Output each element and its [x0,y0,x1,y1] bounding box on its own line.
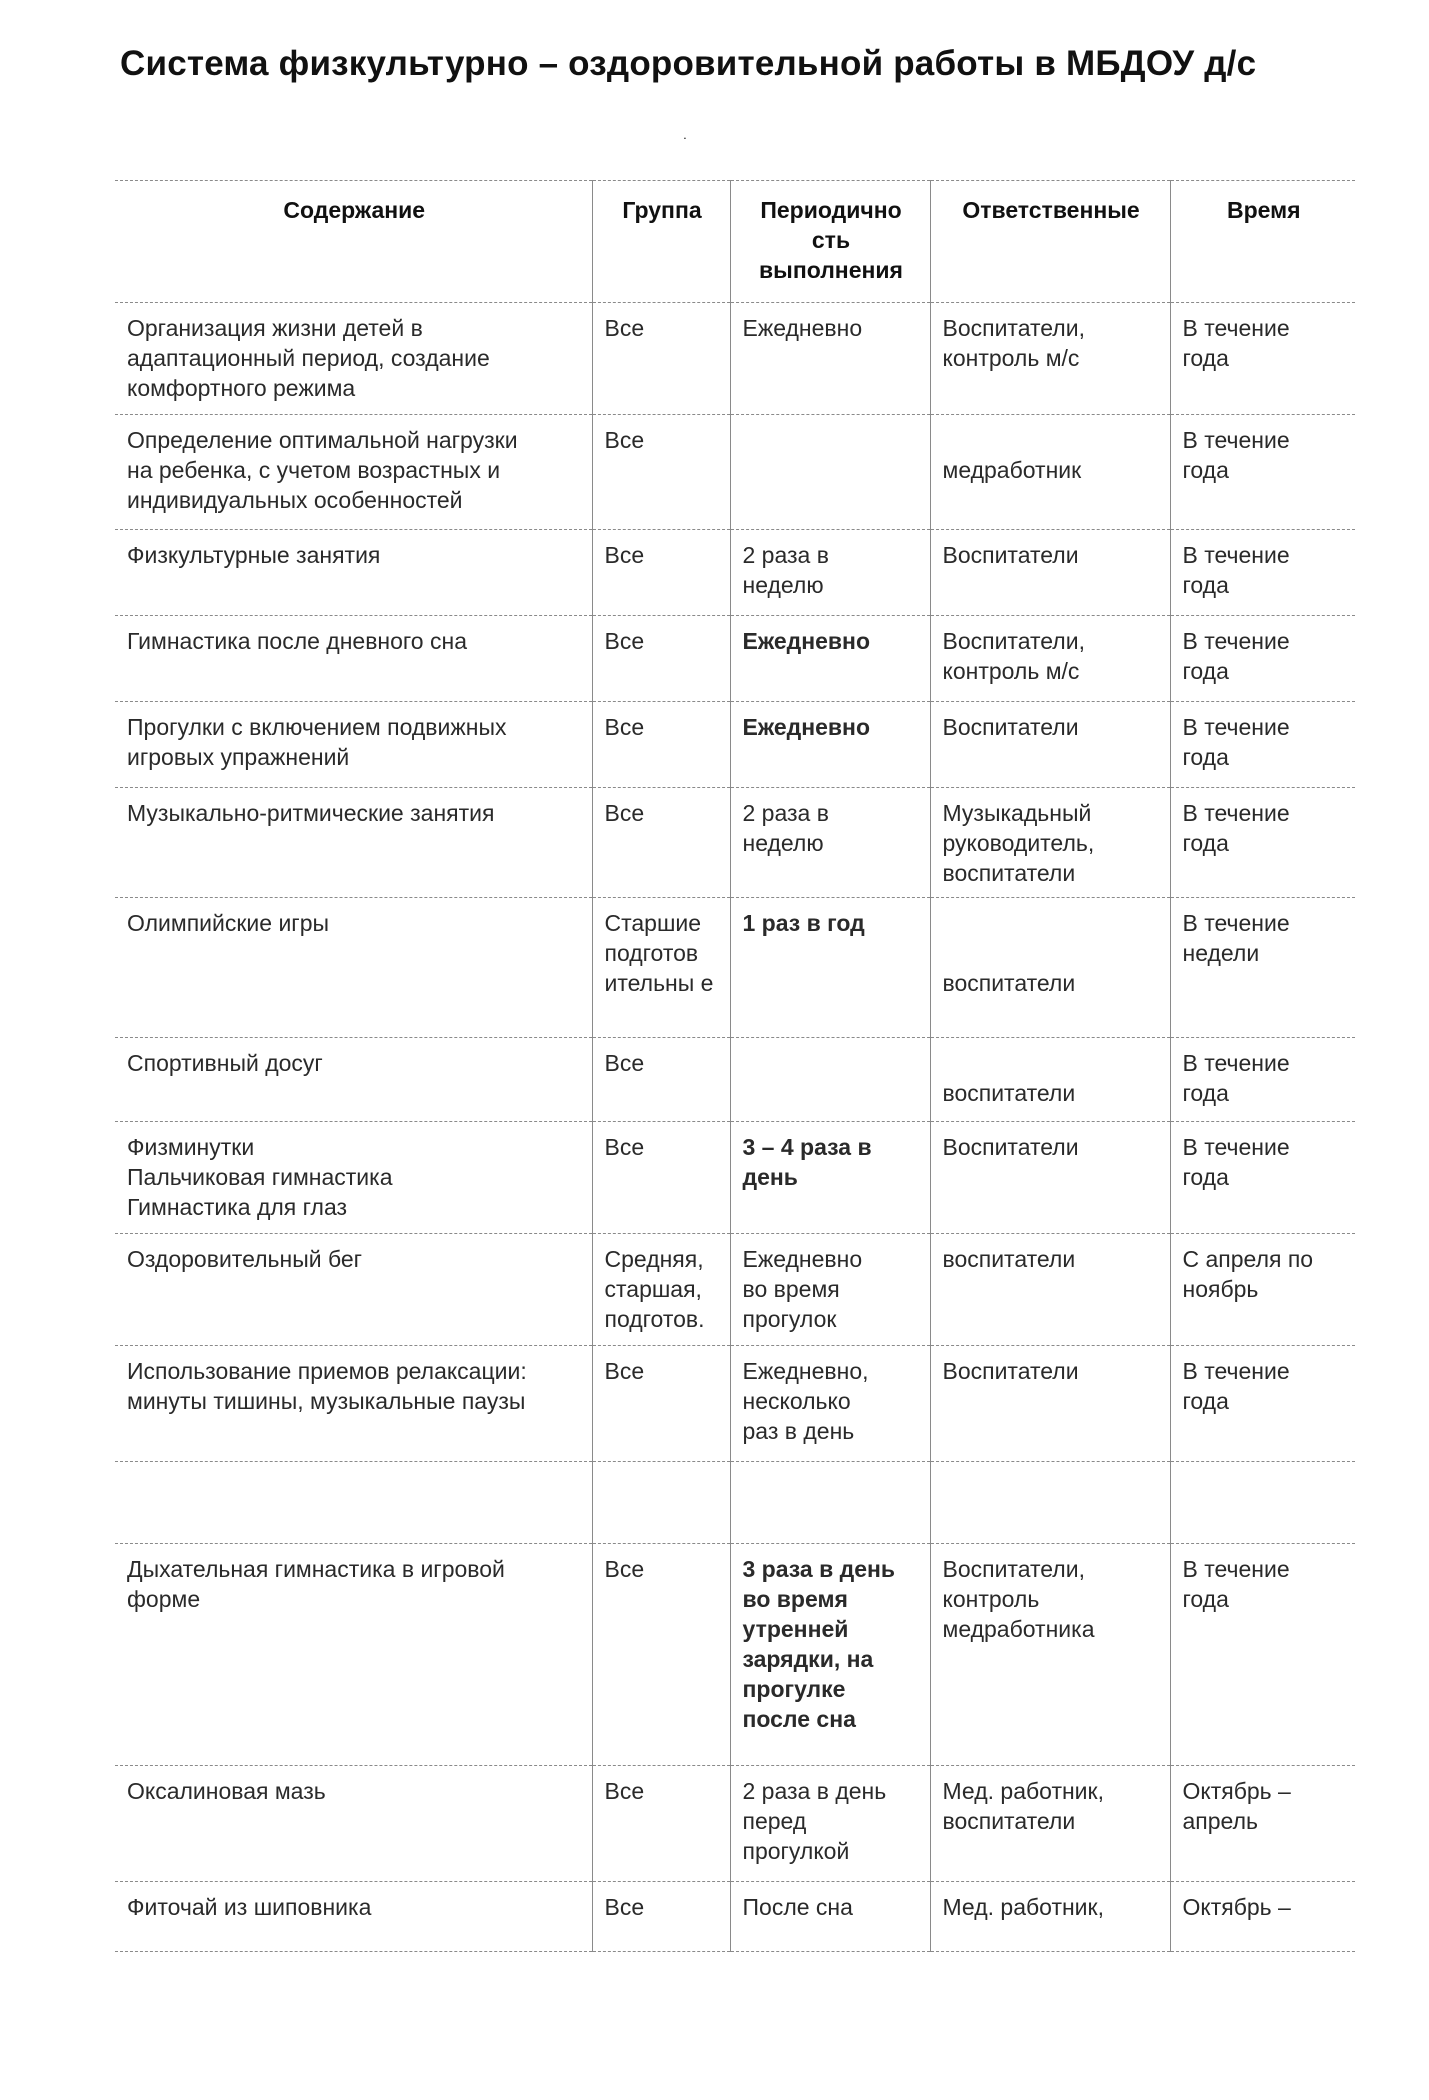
cell-content-line: индивидуальных особенностей [127,487,463,513]
cell-period-line: прогулкой [742,1838,850,1864]
cell-period-line: утренней [742,1616,849,1642]
cell-responsible-line: воспитатели [942,1246,1076,1272]
cell-period [730,1544,930,1766]
cell-time [1170,1234,1355,1346]
cell-responsible-line: Воспитатели, [942,628,1085,654]
cell-group: Все [592,788,730,898]
cell-responsible-line: Воспитатели [942,542,1079,568]
cell-content-line: Гимнастика после дневного сна [127,628,467,654]
cell-responsible-line: воспитатели [942,860,1076,886]
cell-content [115,898,592,1038]
table-row [115,1038,1355,1122]
cell-responsible-line: Воспитатели [942,1358,1079,1384]
cell-time-line: года [1182,1080,1229,1106]
header-content: Содержание [115,181,592,303]
cell-content-line: Определение оптимальной нагрузки [127,427,518,453]
cell-group: Все [592,1766,730,1882]
cell-period [730,530,930,616]
cell-group: Все [592,415,730,530]
cell-content [115,788,592,898]
cell-time [1170,415,1355,530]
cell-period-line: несколько [742,1388,851,1414]
cell-time [1170,702,1355,788]
cell-responsible [930,1882,1170,1952]
work-system-table [115,180,1355,1952]
cell-content-line: Пальчиковая гимнастика [127,1164,393,1190]
cell-responsible-line: руководитель, [942,830,1095,856]
cell-responsible [930,303,1170,415]
cell-responsible-line: медработника [942,1616,1095,1642]
cell-group: Все [592,1346,730,1462]
cell-content-line: форме [127,1586,201,1612]
cell-responsible-line [943,1472,1160,1502]
cell-time-line: года [1182,345,1229,371]
cell-period [730,1038,930,1122]
cell-responsible-line: воспитатели [942,1080,1076,1106]
cell-period [730,415,930,530]
cell-content [115,702,592,788]
cell-period-line: зарядки, на [742,1646,874,1672]
cell-group: Все [592,303,730,415]
cell-time-line: года [1182,830,1229,856]
cell-group: Все [592,616,730,702]
table-row [115,898,1355,1038]
cell-content [115,1462,592,1544]
cell-responsible [930,1346,1170,1462]
cell-period-line: прогулке [742,1676,846,1702]
cell-group: Все [592,1544,730,1766]
cell-time-line: В течение [1182,1050,1290,1076]
cell-time-line: В течение [1182,427,1290,453]
cell-time [1170,1882,1355,1952]
table-row [115,1346,1355,1462]
cell-content-line: Оздоровительный бег [127,1246,363,1272]
cell-group: Все [592,1038,730,1122]
cell-period [730,1462,930,1544]
cell-responsible [930,1234,1170,1346]
cell-group: Старшие подготов ительны е [592,898,730,1038]
cell-time-line: недели [1182,940,1260,966]
cell-content-line: Использование приемов релаксации: [127,1358,527,1384]
cell-content [115,1234,592,1346]
cell-time-line: С апреля по [1182,1246,1314,1272]
cell-period-line: прогулок [742,1306,837,1332]
cell-content-line: Фиточай из шиповника [127,1894,372,1920]
cell-time-line: апрель [1182,1808,1258,1834]
table-header-row [115,181,1355,303]
cell-period [730,616,930,702]
cell-content [115,1544,592,1766]
cell-period-line: 3 – 4 раза в [742,1134,872,1160]
cell-responsible-line: воспитатели [942,1808,1076,1834]
cell-content [115,1038,592,1122]
cell-period-line: Ежедневно [742,714,870,740]
header-period: Периодично сть выполнения [730,181,930,303]
cell-time [1170,1346,1355,1462]
header-time: Время [1170,181,1355,303]
table-row [115,1234,1355,1346]
table-row [115,788,1355,898]
cell-time-line: года [1182,744,1229,770]
table-row [115,1544,1355,1766]
cell-content [115,303,592,415]
cell-content-line: Дыхательная гимнастика в игровой [127,1556,505,1582]
cell-responsible [930,1544,1170,1766]
cell-time-line: В течение [1182,628,1290,654]
cell-content-line: Прогулки с включением подвижных [127,714,507,740]
cell-responsible-line [943,425,1160,455]
cell-time [1170,788,1355,898]
cell-group: Все [592,1882,730,1952]
cell-group: Все [592,1122,730,1234]
cell-period [730,303,930,415]
cell-period-line: во время [742,1276,840,1302]
cell-responsible-line: Воспитатели [942,714,1079,740]
cell-period-line: раз в день [742,1418,855,1444]
cell-period-line [743,425,920,455]
cell-content-line: Физминутки [127,1134,255,1160]
cell-group [592,1462,730,1544]
cell-period-line: 2 раза в [742,800,829,826]
cell-content-line: Спортивный досуг [127,1050,323,1076]
table-row [115,1462,1355,1544]
scan-speck: ˙ [683,136,689,153]
cell-content-line: Организация жизни детей в [127,315,423,341]
table-row [115,530,1355,616]
cell-responsible-line: контроль м/с [942,345,1080,371]
cell-content-line: Оксалиновая мазь [127,1778,326,1804]
table-row [115,415,1355,530]
cell-time [1170,1122,1355,1234]
cell-period [730,702,930,788]
cell-period [730,898,930,1038]
cell-time-line: года [1182,1164,1229,1190]
cell-time-line: В течение [1182,1556,1290,1582]
cell-period [730,1766,930,1882]
table-row [115,1122,1355,1234]
cell-group: Средняя, старшая, подготов. [592,1234,730,1346]
cell-period-line: перед [742,1808,807,1834]
cell-time [1170,1544,1355,1766]
cell-time-line: В течение [1182,714,1290,740]
cell-content [115,1346,592,1462]
cell-time-line: года [1182,1388,1229,1414]
cell-content [115,530,592,616]
cell-time [1170,1038,1355,1122]
cell-period-line [743,1048,920,1078]
cell-period-line: день [742,1164,798,1190]
cell-content [115,1122,592,1234]
cell-period-line: Ежедневно [742,1246,863,1272]
cell-responsible [930,415,1170,530]
cell-time [1170,1766,1355,1882]
cell-group: Все [592,530,730,616]
cell-content [115,415,592,530]
cell-period [730,1234,930,1346]
cell-period-line: после сна [742,1706,856,1732]
cell-content-line: минуты тишины, музыкальные паузы [127,1388,526,1414]
cell-responsible [930,702,1170,788]
cell-responsible-line: Воспитатели [942,1134,1079,1160]
cell-period [730,788,930,898]
table-row [115,702,1355,788]
cell-time-line: В течение [1182,910,1290,936]
cell-content [115,1766,592,1882]
cell-responsible-line: медработник [942,457,1082,483]
cell-time [1170,898,1355,1038]
cell-period-line: 3 раза в день [742,1556,896,1582]
cell-responsible [930,1462,1170,1544]
table-row [115,1766,1355,1882]
cell-time-line: года [1182,1586,1229,1612]
cell-responsible [930,530,1170,616]
cell-period-line: неделю [742,830,824,856]
cell-content [115,616,592,702]
cell-period-line: во время [742,1586,848,1612]
cell-period-line: Ежедневно [742,628,870,654]
cell-responsible [930,1038,1170,1122]
cell-content-line: Физкультурные занятия [127,542,381,568]
cell-responsible-line: воспитатели [942,970,1076,996]
cell-responsible-line: Воспитатели, [942,315,1085,341]
cell-responsible [930,616,1170,702]
cell-content-line: комфортного режима [127,375,356,401]
cell-time-line: Октябрь – [1182,1778,1291,1804]
cell-content [115,1882,592,1952]
cell-content-line: Музыкально-ритмические занятия [127,800,495,826]
cell-content-line: игровых упражнений [127,744,350,770]
cell-time [1170,530,1355,616]
cell-period-line: Ежедневно [742,315,863,341]
cell-period [730,1122,930,1234]
cell-time-line: В течение [1182,800,1290,826]
cell-responsible [930,788,1170,898]
cell-period-line [743,1472,920,1502]
cell-responsible-line [943,1048,1160,1078]
cell-time-line: Октябрь – [1182,1894,1291,1920]
cell-responsible-line: Мед. работник, [942,1894,1104,1920]
cell-responsible [930,1766,1170,1882]
cell-period-line: После сна [742,1894,853,1920]
cell-content-line: адаптационный период, создание [127,345,490,371]
cell-time-line [1183,1472,1346,1502]
cell-responsible-line: Мед. работник, [942,1778,1104,1804]
cell-time-line: В течение [1182,1358,1290,1384]
cell-responsible-line: контроль [942,1586,1040,1612]
cell-period-line: неделю [742,572,824,598]
cell-time-line: года [1182,572,1229,598]
cell-period [730,1346,930,1462]
cell-time-line: года [1182,658,1229,684]
cell-responsible-line: Воспитатели, [942,1556,1085,1582]
table-row [115,303,1355,415]
cell-period-line: 2 раза в [742,542,829,568]
cell-content-line: на ребенка, с учетом возрастных и [127,457,501,483]
cell-time-line: В течение [1182,542,1290,568]
page-title: Система физкультурно – оздоровительной работы в МБДОУ д/с [120,44,1257,83]
cell-content-line: Гимнастика для глаз [127,1194,348,1220]
cell-time [1170,303,1355,415]
cell-period-line: Ежедневно, [742,1358,869,1384]
cell-content-line [127,1472,582,1502]
cell-time [1170,1462,1355,1544]
cell-responsible-line: контроль м/с [942,658,1080,684]
header-responsible: Ответственные [930,181,1170,303]
cell-period-line: 1 раз в год [742,910,865,936]
cell-responsible [930,1122,1170,1234]
cell-content-line: Олимпийские игры [127,910,330,936]
cell-time-line: года [1182,457,1229,483]
cell-time [1170,616,1355,702]
table-row [115,616,1355,702]
table-row [115,1882,1355,1952]
cell-group: Все [592,702,730,788]
cell-period [730,1882,930,1952]
cell-period-line: 2 раза в день [742,1778,887,1804]
cell-time-line: В течение [1182,1134,1290,1160]
cell-time-line: В течение [1182,315,1290,341]
cell-responsible-line [943,908,1160,938]
header-group: Группа [592,181,730,303]
cell-responsible [930,898,1170,1038]
cell-responsible-line [943,938,1160,968]
cell-responsible-line: Музыкадьный [942,800,1092,826]
cell-time-line: ноябрь [1182,1276,1259,1302]
